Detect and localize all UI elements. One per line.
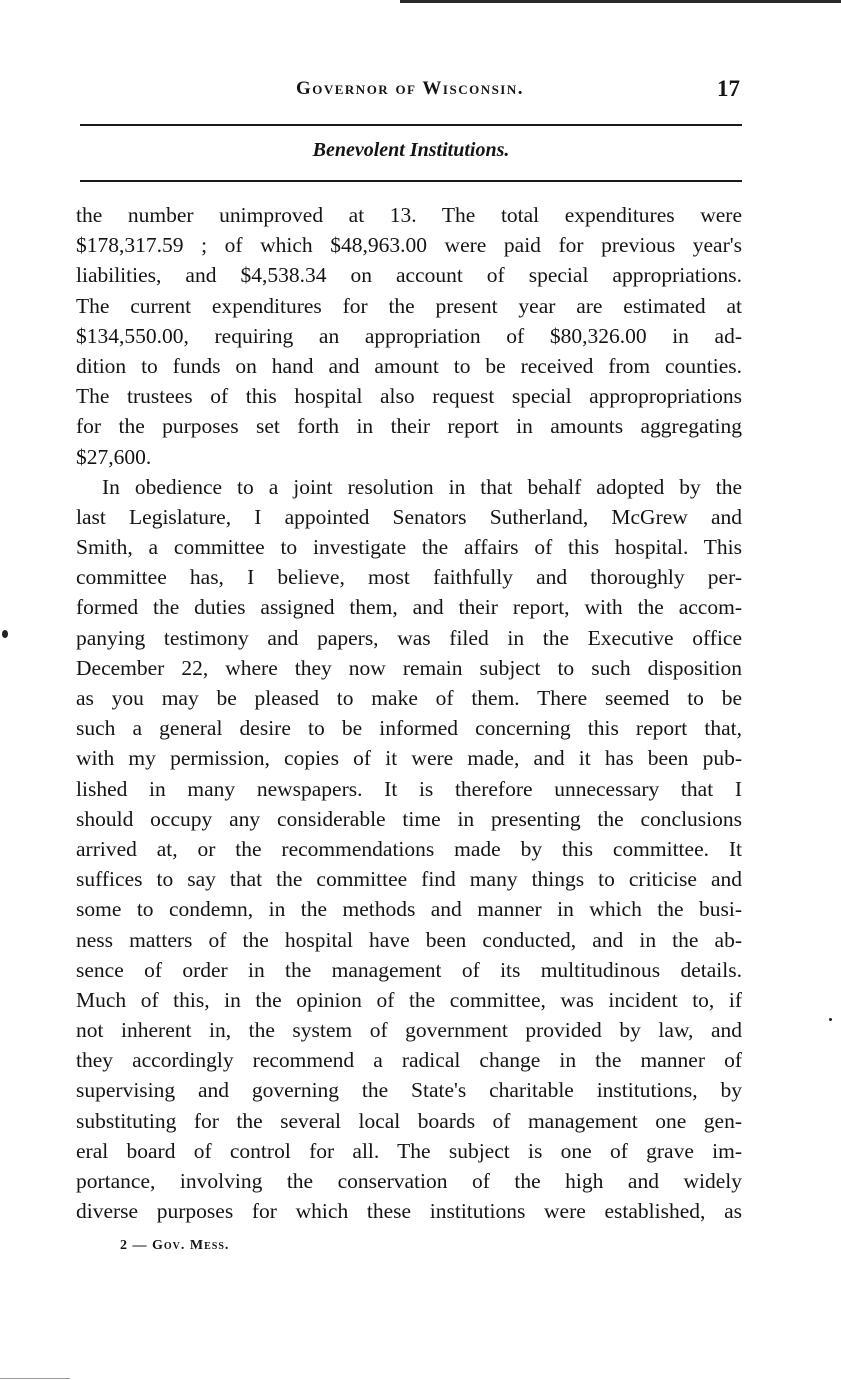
margin-ink-mark <box>829 1018 832 1021</box>
text-line: formed the duties assigned them, and their report, with the accom- <box>76 595 742 620</box>
text-line: portance, involving the conservation of the high and widely <box>76 1169 742 1193</box>
text-line: suffices to say that the committee find many things to criticise and <box>76 867 742 892</box>
text-line: supervising and governing the State's charitable institutions, by <box>76 1078 742 1103</box>
text-line: dition to funds on hand and amount to be received from counties. <box>76 353 742 378</box>
body-text <box>76 200 742 1226</box>
text-line: committee has, I believe, most faithfully and thoroughly per- <box>76 565 742 590</box>
running-head <box>80 74 740 104</box>
text-line: with my permission, copies of it were made, and it has been pub- <box>76 746 742 771</box>
text-line: sence of order in the management of its multitudinous details. <box>76 957 742 982</box>
text-line: panying testimony and papers, was filed in the Executive office <box>76 625 742 650</box>
text-line: not inherent in, the system of government provided by law, and <box>76 1018 742 1043</box>
text-line: Much of this, in the opinion of the committee, was incident to, if <box>76 987 742 1012</box>
text-line: The trustees of this hospital also request special appropropriations <box>76 384 742 409</box>
text-line: Smith, a committee to investigate the affairs of this hospital. This <box>76 535 742 560</box>
text-line: such a general desire to be informed concerning this report that, <box>76 716 742 741</box>
header-rule-top <box>80 124 742 126</box>
text-line: should occupy any considerable time in presenting the conclusions <box>76 806 742 831</box>
text-line: $134,550.00, requiring an appropriation of $80,326.00 in ad- <box>76 323 742 348</box>
text-line: The current expenditures for the present year are estimated at <box>76 293 742 318</box>
text-line: they accordingly recommend a radical change in the manner of <box>76 1048 742 1073</box>
text-line: December 22, where they now remain subject to such disposition <box>76 655 742 680</box>
running-title: Governor of Wisconsin. <box>295 78 525 99</box>
text-line: substituting for the several local boards of management one gen- <box>76 1108 742 1133</box>
paragraph-start-line: In obedience to a joint resolution in that behalf adopted by the <box>102 474 742 499</box>
text-line: ness matters of the hospital have been conducted, and in the ab- <box>76 927 742 952</box>
text-line: as you may be pleased to make of them. There seemed to be <box>76 686 742 710</box>
text-line: for the purposes set forth in their report in amounts aggregating <box>76 414 742 439</box>
paragraph-end-line: $27,600. <box>76 444 152 469</box>
text-line: last Legislature, I appointed Senators Sutherland, McGrew and <box>76 504 742 529</box>
text-line: eral board of control for all. The subject is one of grave im- <box>76 1138 742 1163</box>
text-line: $178,317.59 ; of which $48,963.00 were paid for previous year's <box>76 233 742 258</box>
text-line: arrived at, or the recommendations made by this committee. It <box>76 836 742 861</box>
section-title: Benevolent Institutions. <box>312 139 510 161</box>
text-line: liabilities, and $4,538.34 on account of special appropriations. <box>76 263 742 288</box>
margin-ink-mark <box>2 630 8 638</box>
signature-mark: 2 — Gov. Mess. <box>120 1238 230 1253</box>
header-rule-bottom <box>80 180 742 182</box>
page-number: 17 <box>717 76 740 101</box>
text-line: diverse purposes for which these institutions were established, as <box>76 1199 742 1224</box>
text-line: some to condemn, in the methods and manner in which the busi- <box>76 897 742 922</box>
text-line: the number unimproved at 13. The total expenditures were <box>76 203 742 227</box>
page-bottom-edge <box>0 1378 70 1379</box>
page-top-edge <box>400 0 841 3</box>
text-line: lished in many newspapers. It is therefore unnecessary that I <box>76 776 742 801</box>
